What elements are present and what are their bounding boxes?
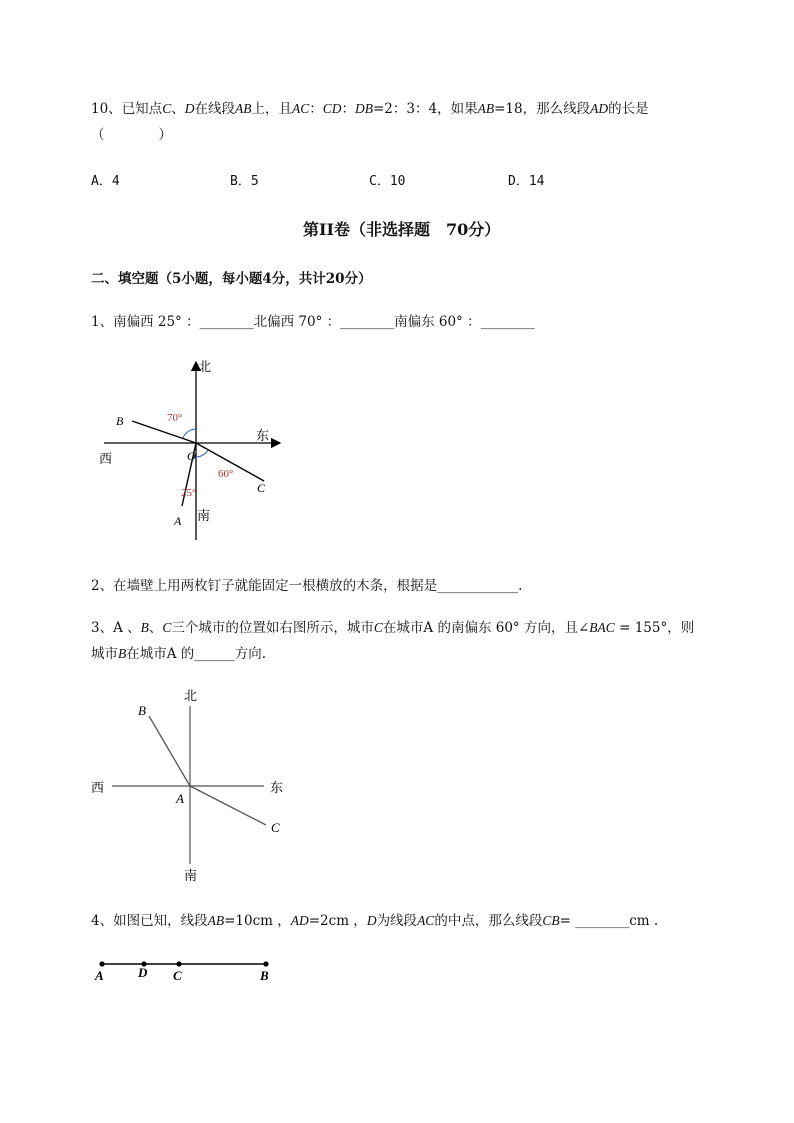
q3-text: 城市 <box>91 646 118 662</box>
label-b: B <box>138 703 146 718</box>
label-north: 北 <box>184 688 198 703</box>
point-b-dot <box>263 961 268 966</box>
q3-text: 在城市A 的南偏东 60° 方向，且∠ <box>382 620 590 636</box>
label-c: C <box>173 968 182 983</box>
city-c: C <box>162 620 172 635</box>
segment-ac: AC <box>291 101 310 116</box>
q3-line1 <box>91 618 694 638</box>
city-b: B <box>118 646 127 661</box>
q4-text: 为线段 <box>376 913 418 929</box>
q10-line1 <box>91 99 649 119</box>
q10-option-a: A．4 <box>91 174 120 189</box>
q1-blank-2: 北偏西 70° ：________ <box>253 314 395 330</box>
segment-ab: AB <box>234 101 252 116</box>
q10-text: 在线段 <box>194 101 235 117</box>
q10-text: =18，那么线段 <box>494 101 591 117</box>
label-east: 东 <box>270 780 284 795</box>
q4-line <box>91 911 658 931</box>
label-angle-70: 70° <box>167 412 183 424</box>
q4-text: = ________cm . <box>559 913 659 929</box>
label-a: A <box>176 791 184 806</box>
label-b: B <box>116 414 124 428</box>
q10-number: 10、 <box>91 101 122 117</box>
ray-ab <box>149 716 190 786</box>
q4-text: =2cm ， <box>308 913 367 929</box>
label-north: 北 <box>198 359 212 374</box>
arc-70 <box>183 429 196 438</box>
ray-ac <box>190 786 266 825</box>
label-south: 南 <box>184 868 198 883</box>
label-west: 西 <box>99 451 113 466</box>
segment-ad: AD <box>590 101 609 116</box>
q10-text: ： <box>341 101 355 117</box>
label-a: A <box>174 514 182 528</box>
label-east: 东 <box>256 428 270 443</box>
q10-text: 已知点 <box>121 101 163 117</box>
q1-line <box>91 312 535 332</box>
q10-text: 的长是 <box>608 101 649 117</box>
q10-option-b: B．5 <box>230 174 259 189</box>
segment-ad: AD <box>290 913 309 928</box>
q4-text: 4、如图已知，线段 <box>91 913 208 929</box>
q10-answer-paren: （ ） <box>91 127 172 143</box>
q10-option-c: C．10 <box>369 174 406 189</box>
segment-cb: CB <box>542 913 560 928</box>
angle-bac: BAC <box>589 620 615 635</box>
section2-title: 二、填空题（5小题，每小题4分，共计20分） <box>91 271 372 287</box>
q3-text: 三个城市的位置如右图所示，城市 <box>171 620 374 636</box>
label-angle-60: 60° <box>218 468 234 480</box>
point-a-dot <box>99 961 104 966</box>
q10-text: =2：3：4，如果 <box>372 101 478 117</box>
city-c: C <box>373 620 383 635</box>
segment-ab: AB <box>207 913 225 928</box>
q3-line2 <box>91 644 266 664</box>
label-b: B <box>260 968 269 983</box>
ray-ob <box>132 421 196 443</box>
point-d: D <box>184 101 195 116</box>
q1-blank-3: 南偏东 60° ：________ <box>394 314 535 330</box>
label-angle-25: 25° <box>181 487 197 499</box>
q1-blank-1: 1、南偏西 25° ：________ <box>91 314 254 330</box>
label-a: A <box>95 968 104 983</box>
label-d: D <box>138 965 148 980</box>
part2-title: 第II卷（非选择题 70分） <box>303 220 501 239</box>
q1-compass-figure <box>90 350 300 545</box>
point-d: D <box>366 913 377 928</box>
segment-db: DB <box>354 101 373 116</box>
q10-text: ： <box>309 101 323 117</box>
city-b: B <box>140 620 149 635</box>
point-c-dot <box>176 961 181 966</box>
q2-line: 2、在墙壁上用两枚钉子就能固定一根横放的木条，根据是____________. <box>91 578 523 594</box>
q3-text: 、 <box>148 620 163 636</box>
label-south: 南 <box>197 508 211 523</box>
segment-ac: AC <box>417 913 435 928</box>
label-west: 西 <box>91 780 105 795</box>
label-o: O <box>187 449 196 463</box>
q3-text: = 155°，则 <box>614 620 695 636</box>
arc-60 <box>196 450 208 457</box>
label-c: C <box>257 481 266 495</box>
q4-text: =10cm ， <box>224 913 291 929</box>
q10-option-d: D．14 <box>508 174 545 189</box>
q4-text: 的中点，那么线段 <box>434 913 543 929</box>
q3-text: 在城市A 的______方向. <box>126 646 267 662</box>
segment-ab: AB <box>477 101 495 116</box>
q4-segment-figure <box>90 955 290 991</box>
q3-text: 3、A 、 <box>91 620 141 636</box>
point-c: C <box>162 101 172 116</box>
label-c: C <box>271 820 280 835</box>
q10-text: 、 <box>171 101 185 117</box>
segment-cd: CD <box>322 101 342 116</box>
q3-direction-figure <box>88 684 298 884</box>
q10-text: 上，且 <box>251 101 292 117</box>
